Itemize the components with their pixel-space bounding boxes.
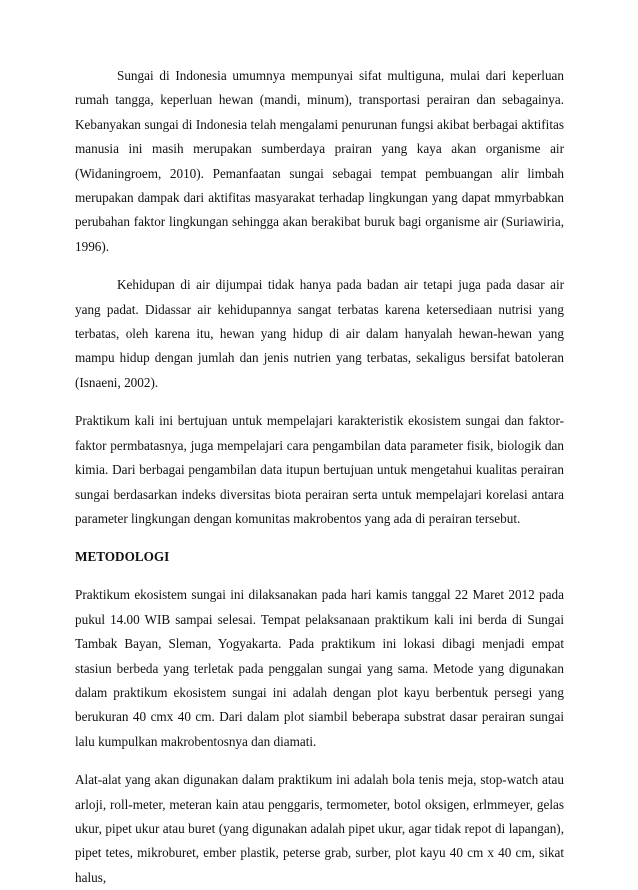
document-body <box>75 64 564 890</box>
paragraph-method: Praktikum ekosistem sungai ini dilaksanakan pada hari kamis tanggal 22 Maret 2012 pada pukul 14.00 WIB sampai selesai. Tempat pelaksanaan praktikum kali ini berda di Sungai Tambak Bayan, Sleman, Yogyakarta. Pada praktikum ini lokasi dibagi menjadi empat stasiun berbeda yang terletak pada penggalan sungai yang sama. Metode yang digunakan dalam praktikum ekosistem sungai ini adalah dengan plot kayu berbentuk persegi yang berukuran 40 cmx 40 cm. Dari dalam plot siambil beberapa substrat dasar perairan sungai lalu kumpulkan makrobentosnya dan diamati. <box>75 587 564 749</box>
paragraph-spacer <box>75 569 564 583</box>
paragraph-spacer <box>75 259 564 273</box>
paragraph-river-functions: Sungai di Indonesia umumnya mempunyai sifat multiguna, mulai dari keperluan rumah tangga, keperluan hewan (mandi, minum), transportasi perairan dan sebagainya. Kebanyakan sungai di Indonesia telah mengalami penurunan fungsi akibat berbagai aktifitas manusia ini masih merupakan sumberdaya prairan yang kaya akan organisme air (Widaningroem, 2010). Pemanfaatan sungai sebagai tempat pembuangan alir limbah merupakan dampak dari aktifitas masyarakat terhadap lingkungan yang dapat mmyrbabkan perubahan faktor lingkungan sehingga akan berakibat buruk bagi organisme air (Suriawiria, 1996). <box>75 68 564 254</box>
paragraph-spacer <box>75 754 564 768</box>
paragraph-spacer <box>75 395 564 409</box>
paragraph-tools: Alat-alat yang akan digunakan dalam praktikum ini adalah bola tenis meja, stop-watch atau arloji, roll-meter, meteran kain atau penggaris, termometer, botol oksigen, erlmmeyer, gelas ukur, pipet ukur atau buret (yang digunakan adalah pipet ukur, agar tidak repot di lapangan), pipet tetes, mikroburet, ember plastik, peterse grab, surber, plot kayu 40 cm x 40 cm, sikat halus, <box>75 772 564 885</box>
paragraph-objectives: Praktikum kali ini bertujuan untuk mempelajari karakteristik ekosistem sungai dan faktor-faktor permbatasnya, juga mempelajari cara pengambilan data parameter fisik, biologik dan kimia. Dari berbagai pengambilan data itupun bertujuan untuk mengetahui kualitas perairan sungai berdasarkan indeks diversitas biota perairan serta untuk mempelajari korelasi antara parameter lingkungan dengan komunitas makrobentos yang ada di perairan tersebut. <box>75 413 564 526</box>
section-heading-methodology: METODOLOGI <box>75 549 170 565</box>
paragraph-bottom-life: Kehidupan di air dijumpai tidak hanya pada badan air tetapi juga pada dasar air yang padat. Didassar air kehidupannya sangat terbatas karena ketersediaan nutrisi yang terbatas, oleh karena itu, hewan yang hidup di air dalam hanyalah hewan-hewan yang mampu hidup dengan jumlah dan jenis nutrien yang terbatas, sekaligus bersifat batoleran (Isnaeni, 2002). <box>75 277 564 390</box>
paragraph-spacer <box>75 531 564 545</box>
